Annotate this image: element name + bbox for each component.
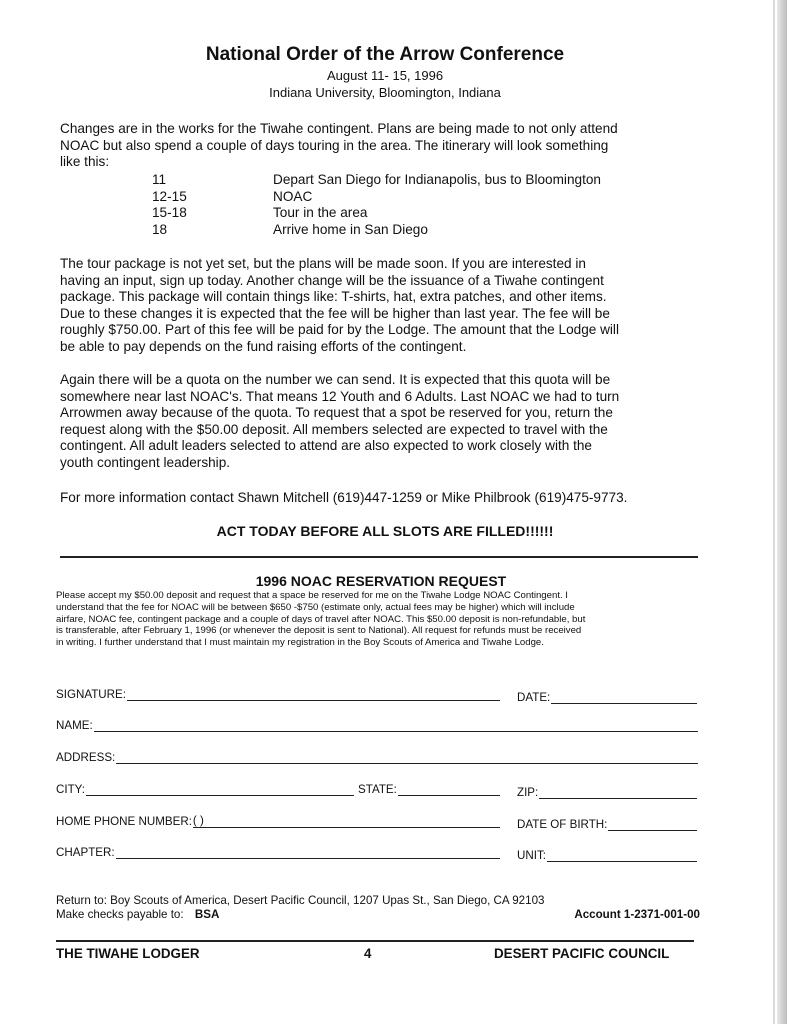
itinerary-day: 15-18 [152, 205, 187, 221]
zip-label: ZIP: [517, 786, 539, 799]
quota-paragraph [60, 372, 704, 471]
state-label: STATE: [358, 783, 397, 796]
intro-line: like this: [60, 154, 110, 169]
signature-line[interactable] [127, 688, 500, 701]
itinerary-row [152, 189, 672, 206]
account-number: Account 1-2371-001-00 [574, 908, 700, 921]
paragraph-line: somewhere near last NOAC's. That means 12 Youth and 6 Adults. Last NOAC we had to turn [60, 388, 620, 404]
itinerary-activity: Arrive home in San Diego [273, 221, 428, 237]
zip-line[interactable] [539, 786, 697, 799]
date-label: DATE: [517, 691, 551, 704]
event-location: Indiana University, Bloomington, Indiana [269, 85, 501, 100]
page-title: National Order of the Arrow Conference [205, 44, 565, 65]
checks-payee: BSA [194, 908, 220, 921]
paragraph-line: youth contingent leadership. [60, 454, 231, 470]
paragraph-line: The tour package is not yet set, but the plans will be made soon. If you are interested in [60, 256, 586, 271]
address-field[interactable] [56, 751, 698, 764]
paragraph-line: Due to these changes it is expected that the fee will be higher than last year. The fee will be [60, 305, 610, 321]
tour-paragraph [60, 256, 704, 355]
form-agreement-text [56, 590, 704, 649]
page-number: 4 [364, 946, 372, 961]
signature-field[interactable] [56, 688, 500, 701]
name-line[interactable] [94, 719, 698, 732]
form-title: 1996 NOAC RESERVATION REQUEST [255, 573, 507, 589]
city-line[interactable] [86, 783, 354, 796]
date-of-birth-label: DATE OF BIRTH: [517, 818, 608, 831]
itinerary-day: 12-15 [152, 188, 187, 204]
itinerary-activity: Depart San Diego for Indianapolis, bus to Bloomington [273, 172, 601, 187]
paragraph-line: request along with the $50.00 deposit. All members selected are expected to travel with the [60, 421, 608, 437]
paragraph-line: package. This package will contain things like: T-shirts, hat, extra patches, and other items. [60, 289, 607, 304]
itinerary-activity: Tour in the area [273, 205, 368, 221]
agreement-line: airfare, NOAC fee, contingent package and a couple of days of travel after NOAC. This $50.00 deposit is non-refundable, but [56, 613, 586, 625]
paragraph-line: contingent. All adult leaders selected to attend are also expected to work closely with the [60, 438, 592, 453]
return-address: Return to: Boy Scouts of America, Desert Pacific Council, 1207 Upas St., San Diego, CA 92103 [56, 894, 545, 907]
paragraph-line: Again there will be a quota on the number we can send. It is expected that this quota will be [60, 372, 611, 387]
agreement-line: understand that the fee for NOAC will be between $650 -$750 (estimate only, actual fees may be higher) which will include [56, 601, 575, 613]
name-field[interactable] [56, 719, 698, 732]
itinerary-activity: NOAC [273, 188, 313, 204]
chapter-line[interactable] [116, 846, 500, 859]
unit-label: UNIT: [517, 849, 546, 862]
signature-label: SIGNATURE: [56, 688, 126, 701]
address-line[interactable] [116, 751, 698, 764]
zip-field[interactable] [517, 786, 697, 799]
home-phone-field[interactable] [56, 815, 500, 828]
paragraph-line: having an input, sign up today. Another change will be the issuance of a Tiwahe contingent [60, 272, 604, 288]
unit-line[interactable] [547, 849, 697, 862]
event-dates: August 11- 15, 1996 [326, 68, 444, 83]
itinerary-day: 11 [152, 172, 167, 187]
chapter-field[interactable] [56, 846, 500, 859]
state-line[interactable] [398, 783, 500, 796]
address-label: ADDRESS: [56, 751, 116, 764]
date-line[interactable] [551, 691, 697, 704]
itinerary-list [152, 172, 672, 238]
publication-name: THE TIWAHE LODGER [56, 946, 200, 961]
intro-paragraph [60, 121, 704, 171]
intro-line: Changes are in the works for the Tiwahe contingent. Plans are being made to not only attend [60, 121, 618, 136]
city-field[interactable] [56, 783, 354, 796]
council-name: DESERT PACIFIC COUNCIL [494, 946, 670, 961]
home-phone-line[interactable]: ( ) [193, 815, 500, 828]
checks-payable [56, 908, 219, 921]
scan-border [777, 0, 787, 1024]
paragraph-line: be able to pay depends on the fund raising efforts of the contingent. [60, 338, 467, 354]
paragraph-line: Arrowmen away because of the quota. To request that a spot be reserved for you, return the [60, 405, 613, 420]
checks-label: Make checks payable to: [56, 908, 184, 921]
city-label: CITY: [56, 783, 85, 796]
call-to-action: ACT TODAY BEFORE ALL SLOTS ARE FILLED!!!!!! [216, 523, 554, 539]
date-of-birth-field[interactable] [517, 818, 697, 831]
page-edge-shadow [773, 0, 775, 1024]
contact-line: For more information contact Shawn Mitchell (619)447-1259 or Mike Philbrook (619)475-9773. [60, 490, 628, 505]
itinerary-day: 18 [152, 221, 168, 237]
chapter-label: CHAPTER: [56, 846, 115, 859]
divider-line [60, 556, 698, 558]
footer-divider [56, 940, 694, 942]
itinerary-row [152, 222, 672, 239]
state-field[interactable] [358, 783, 500, 796]
name-label: NAME: [56, 719, 93, 732]
itinerary-row [152, 172, 672, 189]
intro-line: NOAC but also spend a couple of days touring in the area. The itinerary will look something [60, 137, 609, 153]
agreement-line: Please accept my $50.00 deposit and request that a space be reserved for me on the Tiwahe Lodge NOAC Contingent. I [56, 590, 568, 601]
unit-field[interactable] [517, 849, 697, 862]
date-field[interactable] [517, 691, 697, 704]
date-of-birth-line[interactable] [608, 818, 697, 831]
agreement-line: is transferable, after February 1, 1996 (or whenever the deposit is sent to National). All request for refunds must be received [56, 625, 582, 637]
home-phone-label: HOME PHONE NUMBER: [56, 815, 192, 828]
paragraph-line: roughly $750.00. Part of this fee will be paid for by the Lodge. The amount that the Lodge will [60, 322, 619, 337]
agreement-line: in writing. I further understand that I must maintain my registration in the Boy Scouts of America and Tiwahe Lodge. [56, 637, 544, 649]
itinerary-row [152, 205, 672, 222]
